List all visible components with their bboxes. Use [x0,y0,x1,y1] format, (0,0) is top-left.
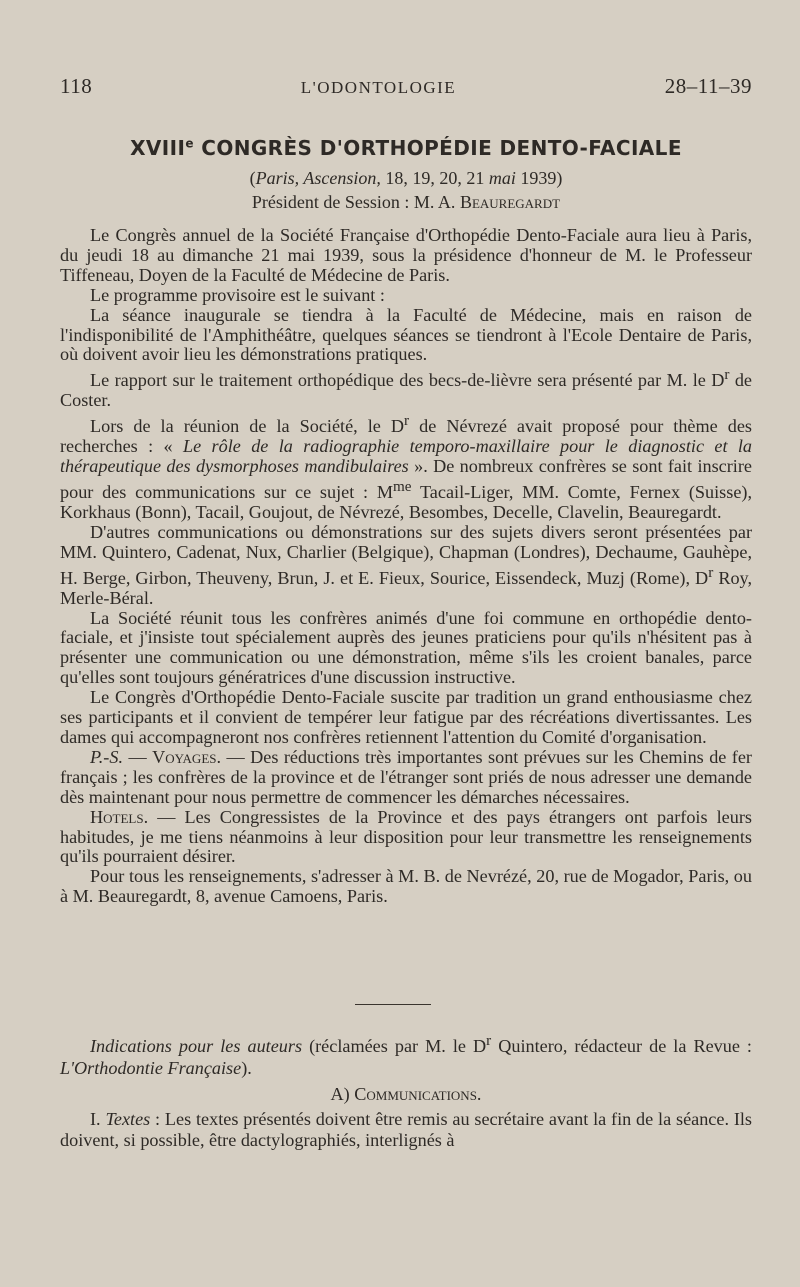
article-body [60,226,752,907]
text: ». De nombreux confrères se sont fait inscrire pour des communications sur ce sujet : M [60,456,752,503]
sup: r [708,563,714,581]
subtitle-place: Paris, Ascension, [255,168,381,188]
text: D'autres communications ou démonstrations sur des sujets divers seront présentées par MM. Quintero, Cadenat, Nux, Charlier (Belgique), Chapman (Londres), Dechaume, Gauhèpe, H. Berge, Girbon, Theuveny, Brun, J. et E. Fieux, Sourice, Eissendeck, Muzj (Rome), D [60,521,752,588]
text: : Les textes présentés doivent être remis au secrétaire avant la fin de la séance. Ils doivent, si possible, être dactylographiés, interlignés à [60,1108,753,1151]
paragraph [60,748,752,808]
article-subtitle [60,168,752,189]
title-sup: e [185,136,194,151]
president-prefix: Président de Session : M. A. [251,192,460,212]
subtitle-open: ( [249,168,256,188]
section-heading [60,1084,752,1106]
text: Roy, Merle-Béral. [60,567,752,608]
subtitle-close: 1939) [515,168,563,188]
title-rest: CONGRÈS D'ORTHOPÉDIE DENTO-FACIALE [193,136,682,160]
voyages-heading: Voyages [152,746,217,767]
paragraph [60,808,752,868]
paragraph: La séance inaugurale se tiendra à la Faculté de Médecine, mais en raison de l'indisponibilité de l'Amphithéâtre, quelques séances se tiendront à l'Ecole Dentaire de Paris, où doivent avoir lieu les démonstrations pratiques. [60,304,752,365]
journal-title: L'ODONTOLOGIE [300,78,457,97]
page-number: 118 [60,74,93,98]
paragraph: Pour tous les renseignements, s'adresser à M. B. de Nevrézé, 20, rue de Mogador, Paris, ou à M. Beauregardt, 8, avenue Camoens, Paris. [60,866,752,907]
text: . — Les Congressistes de la Province et des pays étrangers ont parfois leurs habitudes, je me tiens néanmoins à leur disposition pour leur transmettre les renseignements qu'ils pourraient désirer. [60,806,752,867]
review-title: L'Orthodontie Française [60,1057,242,1078]
president-name: Beauregardt [459,192,561,212]
text: Tacail-Liger, MM. Comte, Fernex (Suisse), Korkhaus (Bonn), Tacail, Goujout, de Névrezé, Besombes, Decelle, Clavelin, Beauregardt. [60,482,752,522]
text: Communications [354,1084,477,1105]
author-indications [60,1030,752,1152]
paragraph [60,411,752,523]
sup: me [393,478,412,495]
ps-label: P.-S. [90,746,124,767]
text: I. [90,1108,106,1129]
text: de Névrezé avait proposé pour thème des recherches : « [60,416,752,457]
indications-heading: Indications pour les auteurs [90,1036,303,1057]
text: — [123,746,153,767]
text: Lors de la réunion de la Société, le D [90,416,405,437]
text: de Coster. [60,370,752,411]
paragraph: Le programme provisoire est le suivant : [90,284,385,305]
subtitle-month: mai [488,168,516,188]
article-title [60,136,752,160]
section-divider [355,1004,431,1005]
paragraph [60,365,752,411]
sup: r [724,366,730,384]
text: A) [330,1084,355,1105]
text: (réclamées par M. le D [302,1036,487,1057]
issue-date: 28–11–39 [664,74,752,98]
paragraph [60,1109,752,1152]
paragraph: Le Congrès d'Orthopédie Dento-Faciale suscite par tradition un grand enthousiasme chez ses participants et il convient de tempérer leur fatigue par des récréations divertissantes. Les dames qui accompagneront nos confrères retiennent l'attention du Comité d'organisation. [60,687,752,747]
text: . — Des réductions très importantes sont prévues sur les Chemins de fer français ; les confrères de la province et de l'étranger sont priés de nous adresser une demande dès maintenant pour nous permettre de commencer les démarches nécessaires. [60,746,752,807]
session-president [60,192,752,213]
text: Le rapport sur le traitement orthopédique des becs-de-lièvre sera présenté par M. le D [90,370,725,391]
item-label: Textes [105,1108,151,1129]
text: . [476,1084,482,1105]
sup: r [404,412,410,430]
running-head [60,74,752,99]
text: ). [241,1057,252,1078]
subtitle-dates: 18, 19, 20, 21 [380,168,489,188]
paragraph: La Société réunit tous les confrères animés d'une foi commune en orthopédie dento-faciale, et j'insiste tout spécialement auprès des jeunes praticiens pour qu'ils n'hésitent pas à présenter une communication ou une démonstration, même s'ils les croient banales, parce qu'elles sont toujours génératrices d'une discussion instructive. [60,607,752,688]
title-roman: XVIII [130,136,186,160]
paragraph: Le Congrès annuel de la Société Française d'Orthopédie Dento-Faciale aura lieu à Paris, du jeudi 18 au dimanche 21 mai 1939, sous la présidence d'honneur de M. le Professeur Tiffeneau, Doyen de la Faculté de Médecine de Paris. [60,225,752,285]
paragraph [60,1030,752,1079]
sup: r [486,1032,492,1049]
research-theme: Le rôle de la radiographie temporo-maxillaire pour le diagnostic et la thérapeutique des dysmorphoses mandibulaires [60,436,753,477]
paragraph [60,523,752,609]
text: Quintero, rédacteur de la Revue : [491,1036,752,1057]
hotels-heading: Hotels [90,806,144,827]
